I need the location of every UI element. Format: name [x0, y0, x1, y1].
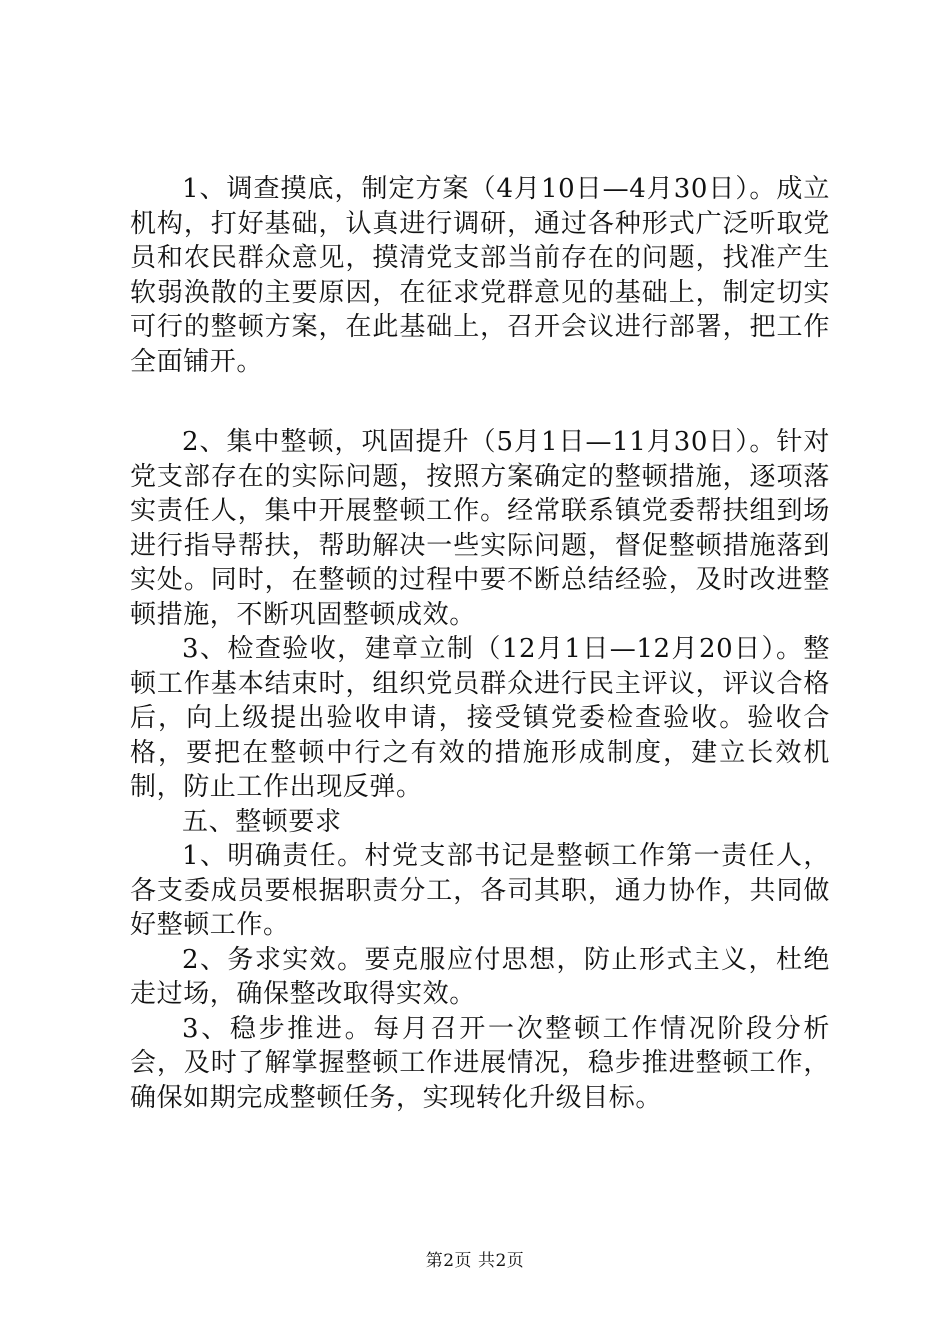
paragraph-rectification: 2、集中整顿，巩固提升（5月1日—11月30日）。针对党支部存在的实际问题，按照方案确定的整顿措施，逐项落实责任人，集中开展整顿工作。经常联系镇党委帮扶组到场进行指导帮扶，帮助解决一些实际问题，督促整顿措施落到实处。同时，在整顿的过程中要不断总结经验，及时改进整顿措施，不断巩固整顿成效。	[130, 427, 830, 630]
paragraph-effectiveness: 2、务求实效。要克服应付思想，防止形式主义，杜绝走过场，确保整改取得实效。	[130, 944, 830, 1009]
paragraph-survey: 1、调查摸底，制定方案（4月10日—4月30日）。成立机构，打好基础，认真进行调研，通过各种形式广泛听取党员和农民群众意见，摸清党支部当前存在的问题，找准产生软弱涣散的主要原因，在征求党群意见的基础上，制定切实可行的整顿方案，在此基础上，召开会议进行部署，把工作全面铺开。	[130, 174, 830, 377]
section-heading-requirements: 五、整顿要求	[182, 806, 342, 837]
document-body	[130, 172, 830, 1115]
page-number-footer: 第2页 共2页	[425, 1251, 525, 1271]
paragraph-responsibility: 1、明确责任。村党支部书记是整顿工作第一责任人，各支委成员要根据职责分工，各司其职，通力协作，共同做好整顿工作。	[130, 841, 830, 940]
paragraph-gap	[130, 379, 830, 425]
paragraph-steady-progress: 3、稳步推进。每月召开一次整顿工作情况阶段分析会，及时了解掌握整顿工作进展情况，稳步推进整顿工作，确保如期完成整顿任务，实现转化升级目标。	[130, 1013, 830, 1113]
paragraph-inspection: 3、检查验收，建章立制（12月1日—12月20日）。整顿工作基本结束时，组织党员群众进行民主评议，评议合格后，向上级提出验收申请，接受镇党委检查验收。验收合格，要把在整顿中行之有效的措施形成制度，建立长效机制，防止工作出现反弹。	[130, 634, 830, 802]
